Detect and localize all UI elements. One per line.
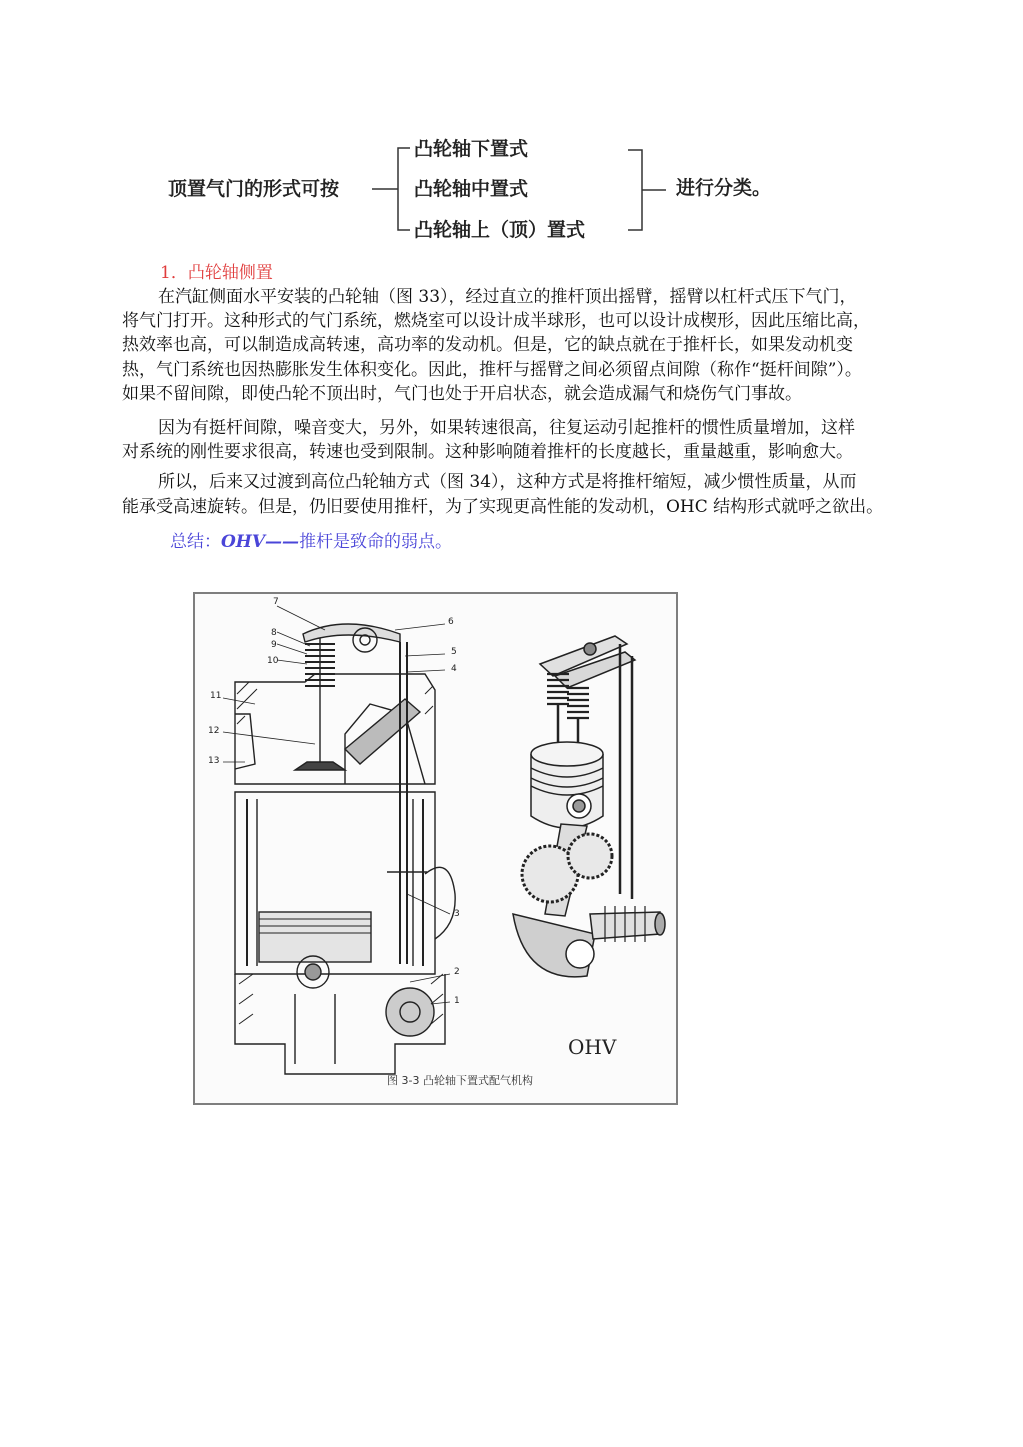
diagram-right-label: 进行分类。 bbox=[676, 177, 772, 199]
ohv-figure bbox=[193, 592, 678, 1105]
callout-number: 8 bbox=[271, 628, 277, 638]
ohv-label: OHV bbox=[568, 1035, 617, 1059]
callout-number: 6 bbox=[448, 617, 454, 627]
callout-number: 1 bbox=[454, 996, 460, 1006]
callout-number: 3 bbox=[454, 909, 460, 919]
callout-number: 12 bbox=[208, 726, 220, 736]
summary-line bbox=[170, 527, 452, 552]
callout-number: 5 bbox=[451, 647, 457, 657]
paragraph-line: 因为有挺杆间隙，噪音变大，另外，如果转速很高，往复运动引起推杆的惯性质量增加，这样 bbox=[158, 418, 855, 438]
callout-number: 10 bbox=[267, 656, 279, 666]
callout-number: 9 bbox=[271, 640, 277, 650]
paragraph-line: 在汽缸侧面水平安装的凸轮轴（图 33），经过直立的推杆顶出摇臂，摇臂以杠杆式压下气门， bbox=[158, 287, 857, 307]
summary-prefix: 总结： bbox=[170, 532, 221, 552]
paragraph-line: 热，气门系统也因热膨胀发生体积变化。因此，推杆与摇臂之间必须留点间隙（称作“挺杆间隙”）。 bbox=[122, 360, 862, 380]
section-heading: 1．凸轮轴侧置 bbox=[160, 263, 273, 283]
callout-number: 4 bbox=[451, 664, 457, 674]
callout-number: 2 bbox=[454, 967, 460, 977]
diagram-branch-middle: 凸轮轴中置式 bbox=[414, 178, 529, 200]
classification-diagram bbox=[158, 128, 808, 246]
summary-bold: OHV—— bbox=[221, 532, 300, 552]
diagram-branch-lower: 凸轮轴下置式 bbox=[414, 138, 529, 160]
paragraph-line: 热效率也高，可以制造成高转速，高功率的发动机。但是，它的缺点就在于推杆长，如果发动机变 bbox=[122, 335, 853, 355]
paragraph-line: 所以，后来又过渡到高位凸轮轴方式（图 34），这种方式是将推杆缩短，减少惯性质量，从而 bbox=[158, 472, 857, 492]
callout-number: 11 bbox=[210, 691, 222, 701]
callout-number: 13 bbox=[208, 756, 220, 766]
paragraph-line: 将气门打开。这种形式的气门系统，燃烧室可以设计成半球形，也可以设计成楔形，因此压缩比高， bbox=[122, 311, 870, 331]
figure-caption: 图 3-3 凸轮轴下置式配气机构 bbox=[387, 1074, 533, 1087]
diagram-branch-upper: 凸轮轴上（顶）置式 bbox=[414, 219, 586, 241]
paragraph-line: 如果不留间隙，即使凸轮不顶出时，气门也处于开启状态，就会造成漏气和烧伤气门事故。 bbox=[122, 384, 802, 404]
engine-drawing bbox=[195, 594, 676, 1103]
summary-rest: 推杆是致命的弱点。 bbox=[299, 532, 453, 552]
diagram-left-label: 顶置气门的形式可按 bbox=[168, 178, 340, 200]
paragraph-line: 能承受高速旋转。但是，仍旧要使用推杆，为了实现更高性能的发动机，OHC 结构形式就呼之欲出。 bbox=[122, 497, 884, 517]
paragraph-line: 对系统的刚性要求很高，转速也受到限制。这种影响随着推杆的长度越长，重量越重，影响愈大。 bbox=[122, 442, 853, 462]
callout-number: 7 bbox=[273, 597, 279, 607]
